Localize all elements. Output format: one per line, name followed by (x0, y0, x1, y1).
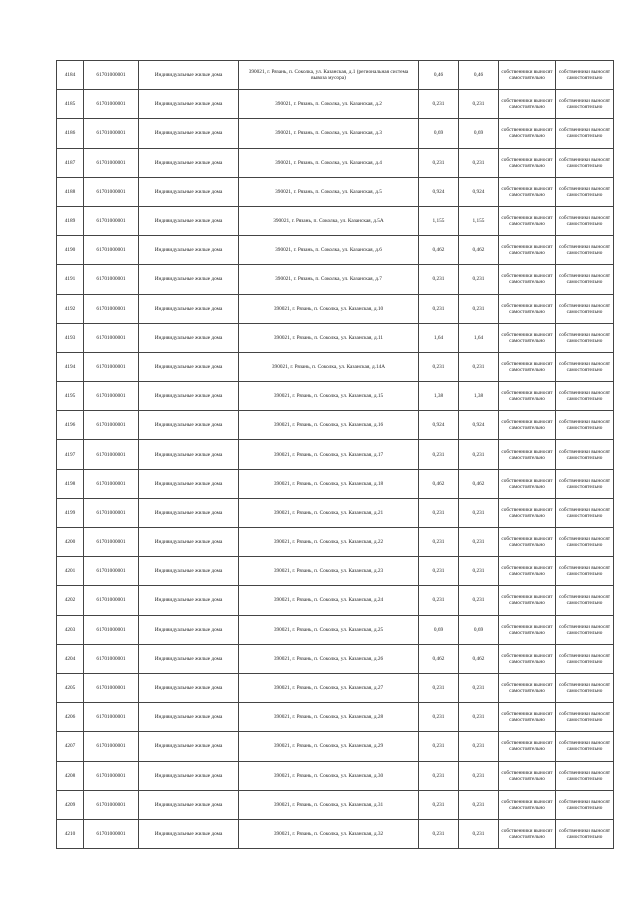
building-type: Индивидуальные жилые дома (139, 265, 239, 294)
owner-note-2: собственники выносят самостоятельно (556, 61, 614, 90)
owner-note-1: собственники выносят самостоятельно (499, 644, 556, 673)
table-row (57, 236, 614, 265)
building-type: Индивидуальные жилые дома (139, 382, 239, 411)
table-row (57, 732, 614, 761)
volume-value-2: 0,231 (459, 557, 499, 586)
volume-value-2: 0,231 (459, 790, 499, 819)
owner-note-2: собственники выносят самостоятельно (556, 732, 614, 761)
building-type: Индивидуальные жилые дома (139, 586, 239, 615)
owner-note-2: собственники выносят самостоятельно (556, 586, 614, 615)
volume-value-2: 0,46 (459, 61, 499, 90)
owner-note-1: собственники выносят самостоятельно (499, 440, 556, 469)
building-type: Индивидуальные жилые дома (139, 206, 239, 235)
table-row (57, 148, 614, 177)
volume-value-1: 0,231 (419, 528, 459, 557)
address: 390021, г. Рязань, п. Соколка, ул. Казанская, д.2 (239, 90, 419, 119)
address: 390021, г. Рязань, п. Соколка, ул. Казанская, д.15 (239, 382, 419, 411)
volume-value-2: 0,231 (459, 819, 499, 848)
volume-value-2: 0,231 (459, 673, 499, 702)
oktmo-code: 61701000001 (84, 498, 139, 527)
owner-note-2: собственники выносят самостоятельно (556, 323, 614, 352)
building-type: Индивидуальные жилые дома (139, 644, 239, 673)
table-row (57, 819, 614, 848)
owner-note-2: собственники выносят самостоятельно (556, 469, 614, 498)
building-type: Индивидуальные жилые дома (139, 323, 239, 352)
oktmo-code: 61701000001 (84, 236, 139, 265)
oktmo-code: 61701000001 (84, 206, 139, 235)
building-type: Индивидуальные жилые дома (139, 498, 239, 527)
table-row (57, 352, 614, 381)
volume-value-2: 0,231 (459, 440, 499, 469)
building-type: Индивидуальные жилые дома (139, 148, 239, 177)
owner-note-2: собственники выносят самостоятельно (556, 382, 614, 411)
owner-note-1: собственники выносят самостоятельно (499, 382, 556, 411)
building-type: Индивидуальные жилые дома (139, 790, 239, 819)
register-table (56, 60, 614, 849)
oktmo-code: 61701000001 (84, 323, 139, 352)
owner-note-2: собственники выносят самостоятельно (556, 177, 614, 206)
oktmo-code: 61701000001 (84, 557, 139, 586)
owner-note-2: собственники выносят самостоятельно (556, 615, 614, 644)
address: 390021, г. Рязань, п. Соколка, ул. Казанская, д.5А (239, 206, 419, 235)
owner-note-2: собственники выносят самостоятельно (556, 761, 614, 790)
row-number: 4185 (57, 90, 84, 119)
building-type: Индивидуальные жилые дома (139, 177, 239, 206)
table-row (57, 528, 614, 557)
row-number: 4196 (57, 411, 84, 440)
volume-value-2: 0,231 (459, 703, 499, 732)
oktmo-code: 61701000001 (84, 790, 139, 819)
address: 390021, г. Рязань, п. Соколка, ул. Казанская, д.10 (239, 294, 419, 323)
owner-note-2: собственники выносят самостоятельно (556, 352, 614, 381)
owner-note-2: собственники выносят самостоятельно (556, 498, 614, 527)
owner-note-2: собственники выносят самостоятельно (556, 294, 614, 323)
row-number: 4209 (57, 790, 84, 819)
owner-note-1: собственники выносят самостоятельно (499, 703, 556, 732)
address: 390021, г. Рязань, п. Соколка, ул. Казанская, д.30 (239, 761, 419, 790)
row-number: 4194 (57, 352, 84, 381)
volume-value-2: 0,69 (459, 615, 499, 644)
owner-note-1: собственники выносят самостоятельно (499, 790, 556, 819)
volume-value-1: 0,69 (419, 615, 459, 644)
owner-note-1: собственники выносят самостоятельно (499, 177, 556, 206)
building-type: Индивидуальные жилые дома (139, 615, 239, 644)
volume-value-2: 0,231 (459, 586, 499, 615)
volume-value-1: 0,231 (419, 790, 459, 819)
building-type: Индивидуальные жилые дома (139, 469, 239, 498)
building-type: Индивидуальные жилые дома (139, 673, 239, 702)
address: 390021, г. Рязань, п. Соколка, ул. Казанская, д.32 (239, 819, 419, 848)
table-row (57, 644, 614, 673)
table-row (57, 586, 614, 615)
address: 390021, г. Рязань, п. Соколка, ул. Казанская, д.28 (239, 703, 419, 732)
address: 390021, г. Рязань, п. Соколка, ул. Казанская, д.29 (239, 732, 419, 761)
register-table-body (57, 61, 614, 849)
row-number: 4193 (57, 323, 84, 352)
owner-note-2: собственники выносят самостоятельно (556, 557, 614, 586)
address: 390021, г. Рязань, п. Соколка, ул. Казанская, д.27 (239, 673, 419, 702)
owner-note-2: собственники выносят самостоятельно (556, 119, 614, 148)
row-number: 4200 (57, 528, 84, 557)
table-row (57, 703, 614, 732)
oktmo-code: 61701000001 (84, 411, 139, 440)
owner-note-1: собственники выносят самостоятельно (499, 90, 556, 119)
row-number: 4204 (57, 644, 84, 673)
table-row (57, 61, 614, 90)
owner-note-2: собственники выносят самостоятельно (556, 236, 614, 265)
oktmo-code: 61701000001 (84, 352, 139, 381)
oktmo-code: 61701000001 (84, 586, 139, 615)
table-row (57, 673, 614, 702)
row-number: 4198 (57, 469, 84, 498)
owner-note-1: собственники выносят самостоятельно (499, 148, 556, 177)
volume-value-2: 1,38 (459, 382, 499, 411)
oktmo-code: 61701000001 (84, 673, 139, 702)
volume-value-1: 0,924 (419, 411, 459, 440)
address: 390021, г. Рязань, п. Соколка, ул. Казанская, д.31 (239, 790, 419, 819)
table-row (57, 265, 614, 294)
owner-note-2: собственники выносят самостоятельно (556, 206, 614, 235)
owner-note-1: собственники выносят самостоятельно (499, 732, 556, 761)
owner-note-1: собственники выносят самостоятельно (499, 352, 556, 381)
oktmo-code: 61701000001 (84, 177, 139, 206)
volume-value-1: 0,231 (419, 703, 459, 732)
owner-note-1: собственники выносят самостоятельно (499, 236, 556, 265)
table-row (57, 90, 614, 119)
row-number: 4202 (57, 586, 84, 615)
row-number: 4207 (57, 732, 84, 761)
row-number: 4203 (57, 615, 84, 644)
oktmo-code: 61701000001 (84, 382, 139, 411)
oktmo-code: 61701000001 (84, 644, 139, 673)
building-type: Индивидуальные жилые дома (139, 732, 239, 761)
oktmo-code: 61701000001 (84, 119, 139, 148)
building-type: Индивидуальные жилые дома (139, 119, 239, 148)
owner-note-1: собственники выносят самостоятельно (499, 265, 556, 294)
owner-note-2: собственники выносят самостоятельно (556, 440, 614, 469)
building-type: Индивидуальные жилые дома (139, 61, 239, 90)
volume-value-1: 0,231 (419, 498, 459, 527)
volume-value-1: 0,231 (419, 557, 459, 586)
volume-value-2: 0,462 (459, 644, 499, 673)
volume-value-2: 0,924 (459, 411, 499, 440)
owner-note-1: собственники выносят самостоятельно (499, 61, 556, 90)
row-number: 4210 (57, 819, 84, 848)
building-type: Индивидуальные жилые дома (139, 703, 239, 732)
address: 390021, г. Рязань, п. Соколка, ул. Казанская, д.17 (239, 440, 419, 469)
building-type: Индивидуальные жилые дома (139, 557, 239, 586)
volume-value-1: 0,231 (419, 265, 459, 294)
owner-note-1: собственники выносят самостоятельно (499, 411, 556, 440)
row-number: 4188 (57, 177, 84, 206)
address: 390021, г. Рязань, п. Соколка, ул. Казанская, д.23 (239, 557, 419, 586)
volume-value-2: 1,64 (459, 323, 499, 352)
oktmo-code: 61701000001 (84, 61, 139, 90)
oktmo-code: 61701000001 (84, 703, 139, 732)
row-number: 4187 (57, 148, 84, 177)
address: 390021, г. Рязань, п. Соколка, ул. Казанская, д.16 (239, 411, 419, 440)
volume-value-2: 0,462 (459, 469, 499, 498)
volume-value-1: 0,231 (419, 90, 459, 119)
owner-note-1: собственники выносят самостоятельно (499, 673, 556, 702)
address: 390021, г. Рязань, п. Соколка, ул. Казанская, д.4 (239, 148, 419, 177)
table-row (57, 323, 614, 352)
owner-note-2: собственники выносят самостоятельно (556, 148, 614, 177)
owner-note-2: собственники выносят самостоятельно (556, 90, 614, 119)
owner-note-2: собственники выносят самостоятельно (556, 673, 614, 702)
table-row (57, 411, 614, 440)
volume-value-2: 0,231 (459, 761, 499, 790)
owner-note-1: собственники выносят самостоятельно (499, 819, 556, 848)
address: 390021, г. Рязань, п. Соколка, ул. Казанская, д.14А (239, 352, 419, 381)
row-number: 4199 (57, 498, 84, 527)
table-row (57, 206, 614, 235)
owner-note-2: собственники выносят самостоятельно (556, 411, 614, 440)
row-number: 4206 (57, 703, 84, 732)
volume-value-1: 0,231 (419, 761, 459, 790)
volume-value-2: 0,231 (459, 498, 499, 527)
row-number: 4189 (57, 206, 84, 235)
oktmo-code: 61701000001 (84, 440, 139, 469)
owner-note-2: собственники выносят самостоятельно (556, 528, 614, 557)
volume-value-2: 0,69 (459, 119, 499, 148)
table-row (57, 119, 614, 148)
building-type: Индивидуальные жилые дома (139, 411, 239, 440)
building-type: Индивидуальные жилые дома (139, 236, 239, 265)
row-number: 4186 (57, 119, 84, 148)
owner-note-2: собственники выносят самостоятельно (556, 819, 614, 848)
building-type: Индивидуальные жилые дома (139, 528, 239, 557)
oktmo-code: 61701000001 (84, 761, 139, 790)
table-row (57, 761, 614, 790)
row-number: 4208 (57, 761, 84, 790)
table-row (57, 177, 614, 206)
row-number: 4190 (57, 236, 84, 265)
volume-value-1: 0,231 (419, 440, 459, 469)
building-type: Индивидуальные жилые дома (139, 90, 239, 119)
table-row (57, 498, 614, 527)
owner-note-2: собственники выносят самостоятельно (556, 644, 614, 673)
table-row (57, 615, 614, 644)
address: 390021, г. Рязань, п. Соколка, ул. Казанская, д.6 (239, 236, 419, 265)
volume-value-1: 0,69 (419, 119, 459, 148)
row-number: 4195 (57, 382, 84, 411)
volume-value-1: 0,462 (419, 469, 459, 498)
owner-note-1: собственники выносят самостоятельно (499, 323, 556, 352)
owner-note-1: собственники выносят самостоятельно (499, 528, 556, 557)
volume-value-2: 0,231 (459, 265, 499, 294)
volume-value-2: 0,462 (459, 236, 499, 265)
owner-note-1: собственники выносят самостоятельно (499, 294, 556, 323)
volume-value-1: 1,155 (419, 206, 459, 235)
volume-value-1: 0,231 (419, 586, 459, 615)
row-number: 4184 (57, 61, 84, 90)
owner-note-1: собственники выносят самостоятельно (499, 469, 556, 498)
volume-value-1: 0,231 (419, 294, 459, 323)
row-number: 4205 (57, 673, 84, 702)
owner-note-1: собственники выносят самостоятельно (499, 586, 556, 615)
table-row (57, 294, 614, 323)
volume-value-1: 0,462 (419, 644, 459, 673)
oktmo-code: 61701000001 (84, 90, 139, 119)
row-number: 4201 (57, 557, 84, 586)
table-row (57, 440, 614, 469)
oktmo-code: 61701000001 (84, 819, 139, 848)
building-type: Индивидуальные жилые дома (139, 294, 239, 323)
address: 390021, г. Рязань, п. Соколка, ул. Казанская, д.1 (региональная система вывоза мусора) (239, 61, 419, 90)
address: 390021, г. Рязань, п. Соколка, ул. Казанская, д.3 (239, 119, 419, 148)
volume-value-1: 0,231 (419, 148, 459, 177)
owner-note-1: собственники выносят самостоятельно (499, 119, 556, 148)
address: 390021, г. Рязань, п. Соколка, ул. Казанская, д.22 (239, 528, 419, 557)
oktmo-code: 61701000001 (84, 732, 139, 761)
volume-value-2: 0,231 (459, 90, 499, 119)
row-number: 4191 (57, 265, 84, 294)
volume-value-1: 0,231 (419, 732, 459, 761)
table-row (57, 557, 614, 586)
building-type: Индивидуальные жилые дома (139, 440, 239, 469)
volume-value-1: 0,924 (419, 177, 459, 206)
building-type: Индивидуальные жилые дома (139, 819, 239, 848)
oktmo-code: 61701000001 (84, 528, 139, 557)
oktmo-code: 61701000001 (84, 615, 139, 644)
owner-note-2: собственники выносят самостоятельно (556, 703, 614, 732)
owner-note-1: собственники выносят самостоятельно (499, 615, 556, 644)
volume-value-2: 0,924 (459, 177, 499, 206)
volume-value-1: 0,231 (419, 819, 459, 848)
oktmo-code: 61701000001 (84, 469, 139, 498)
volume-value-1: 1,38 (419, 382, 459, 411)
oktmo-code: 61701000001 (84, 265, 139, 294)
table-row (57, 790, 614, 819)
table-row (57, 469, 614, 498)
oktmo-code: 61701000001 (84, 294, 139, 323)
row-number: 4197 (57, 440, 84, 469)
owner-note-2: собственники выносят самостоятельно (556, 790, 614, 819)
volume-value-1: 0,231 (419, 352, 459, 381)
volume-value-2: 1,155 (459, 206, 499, 235)
building-type: Индивидуальные жилые дома (139, 352, 239, 381)
address: 390021, г. Рязань, п. Соколка, ул. Казанская, д.21 (239, 498, 419, 527)
address: 390021, г. Рязань, п. Соколка, ул. Казанская, д.25 (239, 615, 419, 644)
volume-value-2: 0,231 (459, 148, 499, 177)
volume-value-2: 0,231 (459, 352, 499, 381)
owner-note-1: собственники выносят самостоятельно (499, 206, 556, 235)
table-row (57, 382, 614, 411)
owner-note-1: собственники выносят самостоятельно (499, 557, 556, 586)
address: 390021, г. Рязань, п. Соколка, ул. Казанская, д.26 (239, 644, 419, 673)
volume-value-1: 0,46 (419, 61, 459, 90)
volume-value-2: 0,231 (459, 294, 499, 323)
row-number: 4192 (57, 294, 84, 323)
owner-note-1: собственники выносят самостоятельно (499, 761, 556, 790)
address: 390021, г. Рязань, п. Соколка, ул. Казанская, д.11 (239, 323, 419, 352)
volume-value-2: 0,231 (459, 732, 499, 761)
volume-value-1: 1,64 (419, 323, 459, 352)
volume-value-2: 0,231 (459, 528, 499, 557)
address: 390021, г. Рязань, п. Соколка, ул. Казанская, д.7 (239, 265, 419, 294)
address: 390021, г. Рязань, п. Соколка, ул. Казанская, д.5 (239, 177, 419, 206)
address: 390021, г. Рязань, п. Соколка, ул. Казанская, д.24 (239, 586, 419, 615)
volume-value-1: 0,231 (419, 673, 459, 702)
owner-note-1: собственники выносят самостоятельно (499, 498, 556, 527)
address: 390021, г. Рязань, п. Соколка, ул. Казанская, д.18 (239, 469, 419, 498)
building-type: Индивидуальные жилые дома (139, 761, 239, 790)
volume-value-1: 0,462 (419, 236, 459, 265)
owner-note-2: собственники выносят самостоятельно (556, 265, 614, 294)
oktmo-code: 61701000001 (84, 148, 139, 177)
